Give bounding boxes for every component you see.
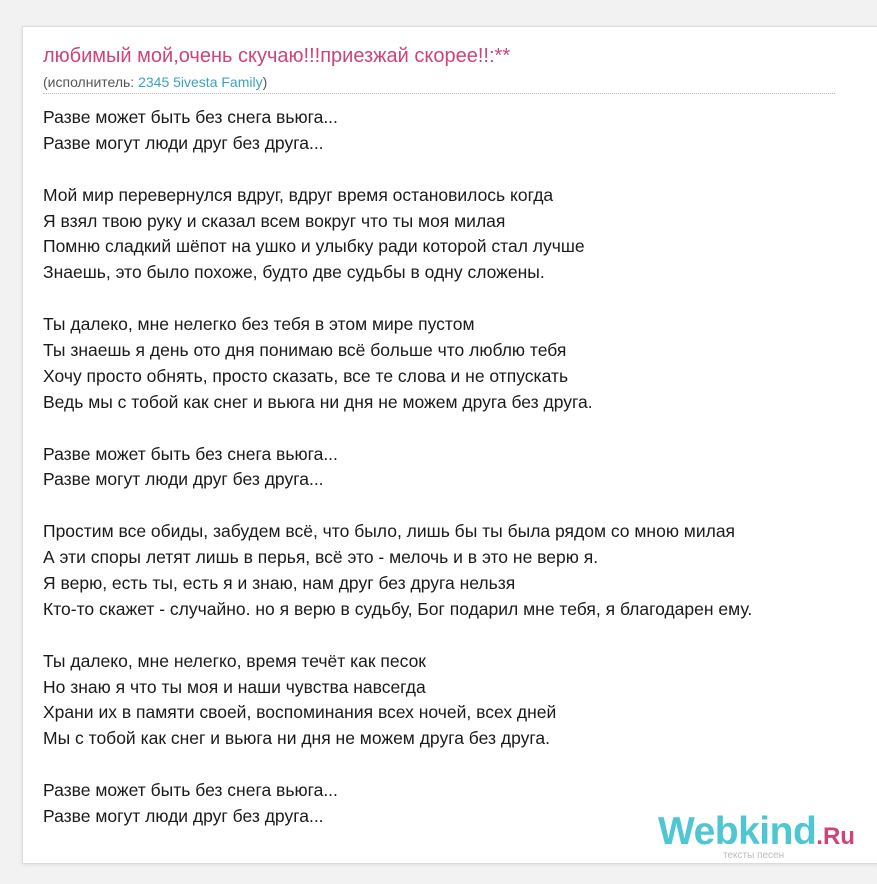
lyric-line: Простим все обиды, забудем всё, что было, лишь бы ты была рядом со мною милая — [43, 521, 736, 542]
lyric-line: Кто-то скажет - случайно. но я верю в судьбу, Бог подарил мне тебя, я благодарен ему. — [43, 598, 753, 619]
webkind-logo — [658, 810, 855, 861]
lyric-line: Ведь мы с тобой как снег и вьюга ни дня не можем друга без друга. — [43, 391, 593, 412]
lyric-line: Ты далеко, мне нелегко без тебя в этом мире пустом — [43, 314, 475, 335]
lyric-line: Помню сладкий шёпот на ушко и улыбку ради которой стал лучше — [43, 236, 585, 257]
lyric-line: Разве может быть без снега вьюга... — [43, 443, 338, 464]
lyric-line: Ты далеко, мне нелегко, время течёт как песок — [43, 650, 426, 671]
lyric-line: Разве могут люди друг без друга... — [43, 806, 324, 827]
performer-suffix: ) — [262, 74, 268, 90]
performer-line — [43, 73, 267, 91]
lyric-line: Мы с тобой как снег и вьюга ни дня не можем друга без друга. — [43, 728, 550, 749]
logo-brand: Webkind — [658, 810, 817, 853]
lyric-line: Ты знаешь я день ото дня понимаю всё больше что люблю тебя — [43, 340, 567, 361]
lyric-line: Разве могут люди друг без друга... — [43, 132, 324, 153]
title-divider — [43, 93, 835, 94]
lyric-line: Знаешь, это было похоже, будто две судьбы в одну сложены. — [43, 262, 545, 283]
lyric-line: А эти споры летят лишь в перья, всё это - мелочь и в это не верю я. — [43, 547, 599, 568]
lyric-line: Хочу просто обнять, просто сказать, все те слова и не отпускать — [43, 365, 569, 386]
stanza-break — [43, 493, 752, 519]
lyric-line: Разве может быть без снега вьюга... — [43, 107, 338, 127]
lyric-line: Разве могут люди друг без друга... — [43, 469, 324, 490]
performer-link[interactable]: 2345 5ivesta Family — [138, 74, 263, 90]
stanza-break — [43, 416, 752, 442]
lyric-line: Храни их в памяти своей, воспоминания всех ночей, всех дней — [43, 702, 557, 723]
stanza-break — [43, 752, 752, 778]
song-title: любимый мой,очень скучаю!!!приезжай скорее!!:** — [43, 45, 511, 67]
lyric-line: Я верю, есть ты, есть я и знаю, нам друг без друга нельзя — [43, 573, 516, 594]
stanza-break — [43, 157, 752, 183]
lyric-line: Я взял твою руку и сказал всем вокруг что ты моя милая — [43, 210, 506, 231]
lyric-line: Мой мир перевернулся вдруг, вдруг время остановилось когда — [43, 184, 554, 205]
performer-prefix: (исполнитель: — [43, 74, 139, 90]
stanza-break — [43, 286, 752, 312]
stanza-break — [43, 623, 752, 649]
lyric-line: Но знаю я что ты моя и наши чувства навсегда — [43, 676, 426, 697]
logo-tagline: тексты песен — [723, 850, 785, 861]
lyrics-text — [43, 105, 752, 830]
lyric-line: Разве может быть без снега вьюга... — [43, 780, 338, 801]
logo-tld: .Ru — [816, 823, 855, 850]
